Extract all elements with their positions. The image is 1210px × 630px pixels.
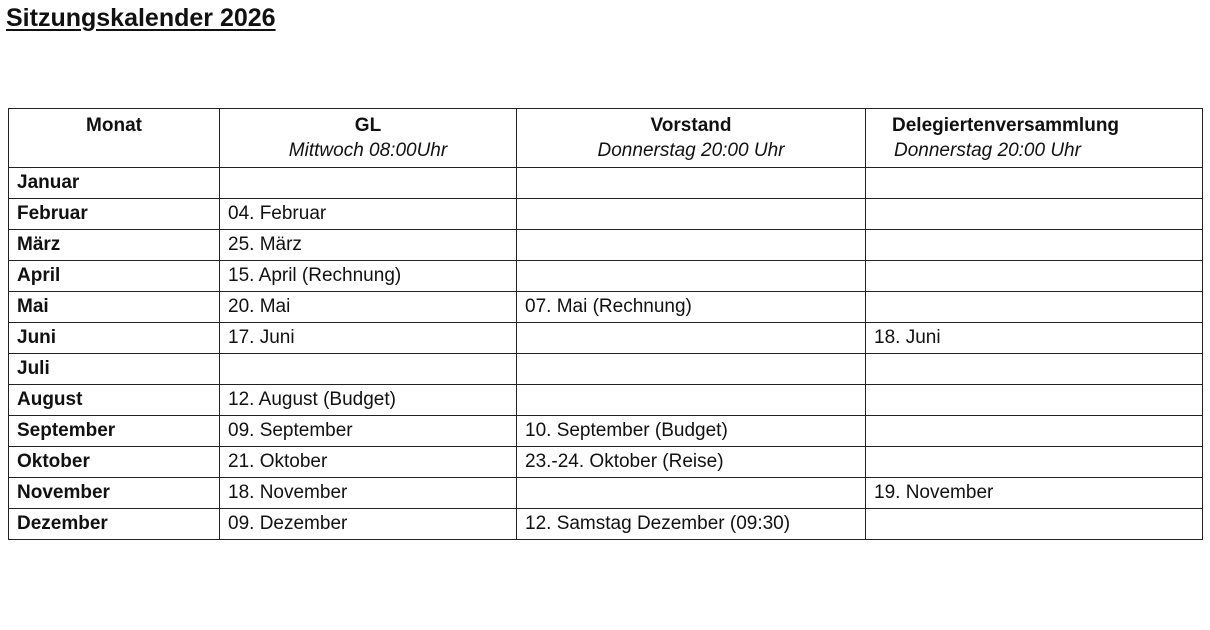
header-gl-label: GL — [354, 115, 382, 136]
table-row — [9, 230, 1203, 261]
vorstand-cell: 12. Samstag Dezember (09:30) — [517, 509, 866, 540]
month-cell: April — [9, 261, 220, 292]
dv-cell — [866, 416, 1203, 447]
gl-cell: 12. August (Budget) — [220, 385, 517, 416]
gl-cell — [220, 354, 517, 385]
gl-cell: 09. Dezember — [220, 509, 517, 540]
dv-cell — [866, 230, 1203, 261]
month-cell: November — [9, 478, 220, 509]
vorstand-cell — [517, 261, 866, 292]
header-row — [9, 109, 1203, 168]
header-month-label: Monat — [86, 115, 142, 136]
vorstand-cell: 23.-24. Oktober (Reise) — [517, 447, 866, 478]
table-row — [9, 416, 1203, 447]
header-delegiertenversammlung — [866, 109, 1203, 168]
header-vorstand — [517, 109, 866, 168]
header-dv-time: Donnerstag 20:00 Uhr — [894, 140, 1081, 161]
vorstand-cell — [517, 199, 866, 230]
month-cell: Juni — [9, 323, 220, 354]
gl-cell: 04. Februar — [220, 199, 517, 230]
gl-cell: 18. November — [220, 478, 517, 509]
vorstand-cell — [517, 323, 866, 354]
table-row — [9, 168, 1203, 199]
table-row — [9, 447, 1203, 478]
header-vorstand-time: Donnerstag 20:00 Uhr — [597, 140, 785, 161]
gl-cell: 21. Oktober — [220, 447, 517, 478]
dv-cell — [866, 199, 1203, 230]
table-row — [9, 354, 1203, 385]
table-row — [9, 323, 1203, 354]
dv-cell — [866, 447, 1203, 478]
dv-cell — [866, 261, 1203, 292]
table-row — [9, 261, 1203, 292]
month-cell: Februar — [9, 199, 220, 230]
month-cell: September — [9, 416, 220, 447]
table-row — [9, 509, 1203, 540]
month-cell: Januar — [9, 168, 220, 199]
vorstand-cell — [517, 354, 866, 385]
gl-cell: 17. Juni — [220, 323, 517, 354]
dv-cell — [866, 168, 1203, 199]
dv-cell: 18. Juni — [866, 323, 1203, 354]
gl-cell — [220, 168, 517, 199]
table-row — [9, 478, 1203, 509]
header-gl-time: Mittwoch 08:00Uhr — [288, 140, 448, 161]
month-cell: Dezember — [9, 509, 220, 540]
dv-cell — [866, 385, 1203, 416]
vorstand-cell — [517, 478, 866, 509]
header-dv-label: Delegiertenversammlung — [892, 115, 1120, 136]
vorstand-cell: 07. Mai (Rechnung) — [517, 292, 866, 323]
meeting-calendar-table — [8, 108, 1203, 540]
vorstand-cell — [517, 168, 866, 199]
month-cell: März — [9, 230, 220, 261]
dv-cell — [866, 354, 1203, 385]
table-row — [9, 385, 1203, 416]
gl-cell: 25. März — [220, 230, 517, 261]
month-cell: Mai — [9, 292, 220, 323]
month-cell: August — [9, 385, 220, 416]
table-row — [9, 199, 1203, 230]
page-title: Sitzungskalender 2026 — [6, 4, 276, 32]
header-vorstand-label: Vorstand — [650, 115, 732, 136]
dv-cell — [866, 509, 1203, 540]
dv-cell: 19. November — [866, 478, 1203, 509]
header-month — [9, 109, 220, 168]
gl-cell: 20. Mai — [220, 292, 517, 323]
dv-cell — [866, 292, 1203, 323]
vorstand-cell — [517, 230, 866, 261]
gl-cell: 15. April (Rechnung) — [220, 261, 517, 292]
gl-cell: 09. September — [220, 416, 517, 447]
vorstand-cell — [517, 385, 866, 416]
vorstand-cell: 10. September (Budget) — [517, 416, 866, 447]
month-cell: Oktober — [9, 447, 220, 478]
header-gl — [220, 109, 517, 168]
table-row — [9, 292, 1203, 323]
month-cell: Juli — [9, 354, 220, 385]
